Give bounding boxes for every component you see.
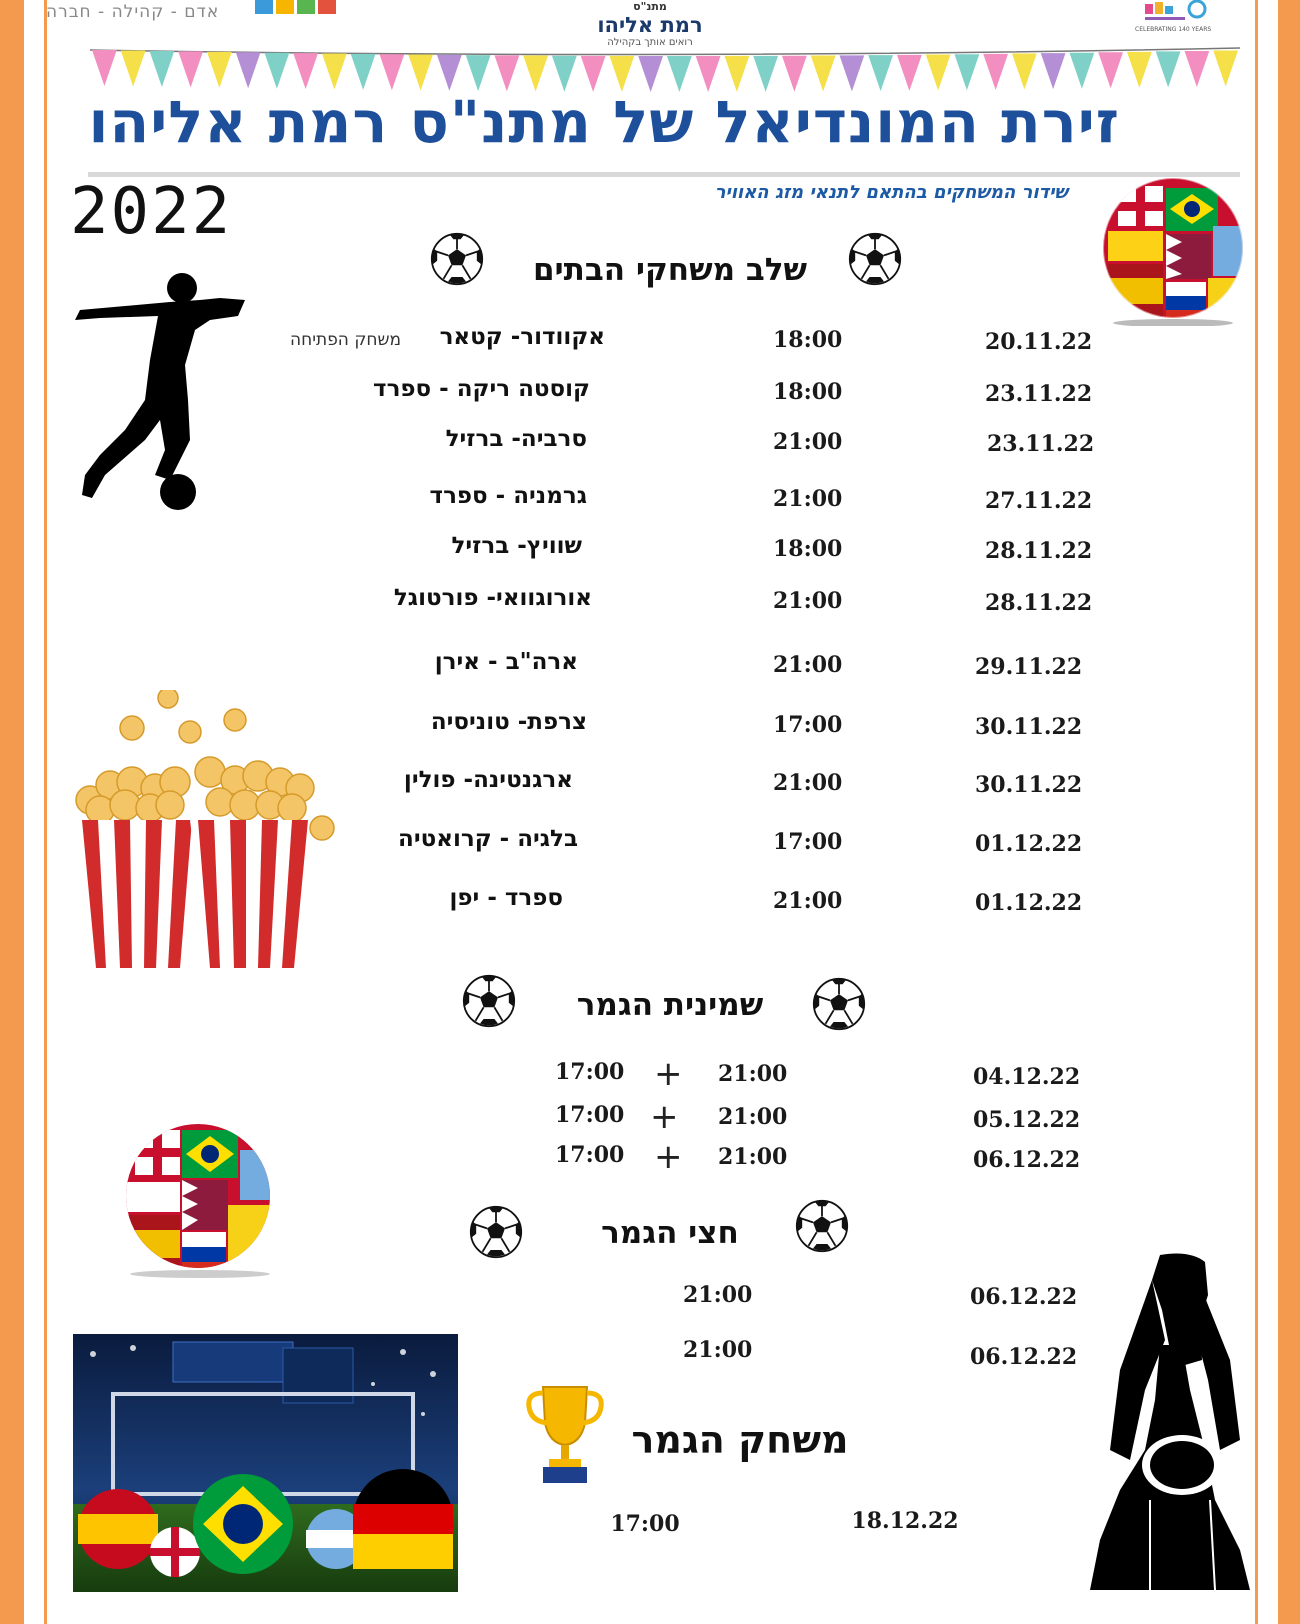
right-logo-text: CELEBRATING 140 YEARS <box>1135 26 1212 33</box>
game-date: 27.11.22 <box>985 488 1093 514</box>
game-teams: בלגיה - קרואטיה <box>398 826 578 852</box>
game-date: 30.11.22 <box>975 714 1083 740</box>
bunting-flag <box>207 52 232 88</box>
bunting-flag <box>121 50 146 86</box>
bunting-flag <box>437 55 462 91</box>
final-title: משחק הגמר <box>631 1418 849 1462</box>
r16-time-a: 21:00 <box>718 1104 788 1130</box>
bunting-flag <box>1213 50 1238 86</box>
bunting-flag <box>1185 51 1210 87</box>
r16-date: 06.12.22 <box>973 1147 1081 1173</box>
left-logo-icon <box>255 0 337 16</box>
plus-icon: + <box>650 1097 679 1137</box>
bunting-flag <box>610 56 635 92</box>
game-time: 18:00 <box>773 379 843 405</box>
bunting-flag <box>150 51 175 87</box>
bunting-flag <box>811 56 836 92</box>
semi-time: 21:00 <box>683 1282 753 1308</box>
r16-time-b: 17:00 <box>555 1102 625 1128</box>
game-teams: גרמניה - ספרד <box>429 483 587 509</box>
game-date: 30.11.22 <box>975 772 1083 798</box>
right-logo <box>1135 0 1235 36</box>
round-of-16-title: שמינית הגמר <box>576 987 764 1023</box>
semi-date: 06.12.22 <box>970 1344 1078 1370</box>
player-silhouette-icon <box>70 270 260 520</box>
bunting-flag <box>753 56 778 92</box>
bunting-flag <box>351 54 376 90</box>
bunting-flag <box>293 53 318 89</box>
bunting-flag <box>408 55 433 91</box>
game-time: 18:00 <box>773 536 843 562</box>
bunting-flag <box>926 55 951 91</box>
r16-time-b: 17:00 <box>555 1059 625 1085</box>
soccer-ball-icon <box>812 977 866 1031</box>
bunting-flag <box>380 54 405 90</box>
game-time: 17:00 <box>773 829 843 855</box>
semi-final-title: חצי הגמר <box>601 1215 739 1251</box>
game-time: 17:00 <box>773 712 843 738</box>
bunting-flag <box>523 56 548 92</box>
bunting-flag <box>466 55 491 91</box>
soccer-ball-icon <box>795 1199 849 1253</box>
bunting-flag <box>1127 52 1152 88</box>
r16-time-b: 17:00 <box>555 1142 625 1168</box>
r16-date: 04.12.22 <box>973 1064 1081 1090</box>
bunting-flag <box>1098 52 1123 88</box>
center-logo-small: מתנ"ס <box>633 0 667 13</box>
game-time: 21:00 <box>773 770 843 796</box>
bunting-flag <box>1156 51 1181 87</box>
game-date: 28.11.22 <box>985 538 1093 564</box>
bunting-flag <box>1012 54 1037 90</box>
game-teams: ארגנטינה- פולין <box>403 767 573 793</box>
bunting-flag <box>696 56 721 92</box>
left-logo-text: אדם - קהילה - חברה <box>46 2 220 22</box>
right-orange-border <box>1278 0 1300 1624</box>
game-note: משחק הפתיחה <box>290 330 402 350</box>
right-logo-icon <box>1135 0 1235 24</box>
game-teams: צרפת- טוניסיה <box>430 709 587 735</box>
title-underline <box>88 172 1240 177</box>
game-time: 21:00 <box>773 486 843 512</box>
game-teams: ארה"ב - אירן <box>434 649 578 675</box>
stadium-image <box>73 1334 458 1592</box>
game-time: 21:00 <box>773 652 843 678</box>
soccer-ball-icon <box>469 1205 523 1259</box>
soccer-ball-icon <box>430 232 484 286</box>
bunting-flag <box>552 56 577 92</box>
plus-icon: + <box>654 1054 683 1094</box>
bunting-flag <box>495 55 520 91</box>
bunting-flag <box>322 54 347 90</box>
game-teams: אקוודור- קטאר <box>439 324 605 350</box>
bunting-flag <box>782 56 807 92</box>
soccer-ball-icon <box>462 974 516 1028</box>
subtitle: שידור המשחקים בהתאם לתנאי מזג האוויר <box>714 182 1068 203</box>
game-teams: סרביה- ברזיל <box>445 426 587 452</box>
bunting-flag <box>840 55 865 91</box>
final-time: 17:00 <box>610 1511 680 1537</box>
game-teams: אורוגוואי- פורטוגל <box>393 585 592 611</box>
bunting-flag <box>1041 53 1066 89</box>
bunting-flag <box>178 51 203 87</box>
game-teams: קוסטה ריקה - ספרד <box>373 376 590 402</box>
center-logo-slogan: רואים אותך בקהילה <box>607 37 693 48</box>
game-date: 29.11.22 <box>975 654 1083 680</box>
soccer-ball-icon <box>848 232 902 286</box>
trophy-icon <box>525 1383 605 1485</box>
bunting-flag <box>236 52 261 88</box>
game-time: 21:00 <box>773 429 843 455</box>
popcorn-icon <box>70 690 340 970</box>
game-time: 21:00 <box>773 888 843 914</box>
bunting-flag <box>897 55 922 91</box>
game-teams: ספרד - יפן <box>449 885 563 911</box>
semi-time: 21:00 <box>683 1337 753 1363</box>
bunting-flag <box>92 50 117 86</box>
year-label: 2022 <box>70 175 233 249</box>
left-thin-border <box>44 0 47 1624</box>
group-stage-title: שלב משחקי הבתים <box>532 252 808 288</box>
game-date: 23.11.22 <box>985 381 1093 407</box>
game-date: 01.12.22 <box>975 831 1083 857</box>
game-time: 18:00 <box>773 327 843 353</box>
left-orange-border <box>0 0 24 1624</box>
game-date: 28.11.22 <box>985 590 1093 616</box>
game-time: 21:00 <box>773 588 843 614</box>
bunting-flag <box>955 54 980 90</box>
game-date: 01.12.22 <box>975 890 1083 916</box>
flags-ball-icon <box>1098 176 1248 326</box>
game-teams: שוויץ- ברזיל <box>451 533 582 559</box>
bunting-flag <box>667 56 692 92</box>
bunting-flag <box>265 53 290 89</box>
page-title: זירת המונדיאל של מתנ"ס רמת אליהו <box>88 88 1120 156</box>
r16-time-a: 21:00 <box>718 1144 788 1170</box>
game-date: 20.11.22 <box>985 329 1093 355</box>
bunting-flag <box>638 56 663 92</box>
bunting-flag <box>1070 53 1095 89</box>
game-date: 23.11.22 <box>987 431 1095 457</box>
center-logo-name: רמת אליהו <box>597 13 703 37</box>
bunting-string <box>90 48 1240 55</box>
r16-date: 05.12.22 <box>973 1107 1081 1133</box>
bunting-flag <box>725 56 750 92</box>
semi-date: 06.12.22 <box>970 1284 1078 1310</box>
r16-time-a: 21:00 <box>718 1061 788 1087</box>
bunting-flag <box>868 55 893 91</box>
final-date: 18.12.22 <box>851 1508 959 1534</box>
trophy-lifter-silhouette <box>1090 1250 1260 1590</box>
bunting-flag <box>581 56 606 92</box>
plus-icon: + <box>654 1137 683 1177</box>
bunting-flag <box>983 54 1008 90</box>
flags-ball-icon-2 <box>120 1120 280 1280</box>
